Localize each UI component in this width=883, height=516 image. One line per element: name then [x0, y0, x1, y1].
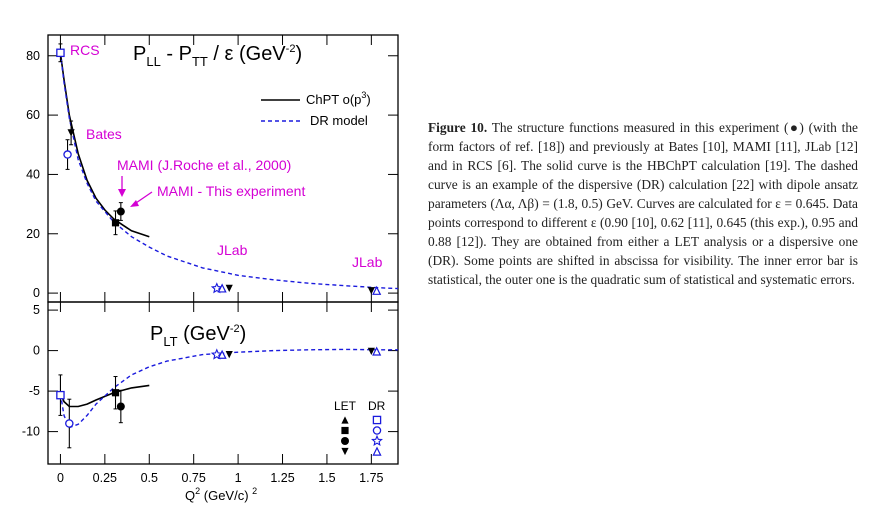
annotation-label: JLab	[217, 242, 248, 258]
key-marker-dr	[372, 436, 381, 445]
key-marker-let	[341, 416, 348, 423]
data-point-rcs	[57, 392, 64, 399]
x-tick-label: 0.5	[140, 471, 158, 485]
data-point-jlab	[226, 351, 233, 358]
annotation-label: MAMI (J.Roche et al., 2000)	[117, 157, 292, 173]
chpt-curve	[60, 385, 149, 406]
x-tick-label: 1.75	[359, 471, 384, 485]
caption-label: Figure 10.	[428, 120, 488, 135]
structure-functions-figure	[0, 0, 420, 516]
bottom-panel-title: $P_{LT}$ (GeV$^{-2}$)	[150, 323, 247, 349]
key-marker-dr	[373, 448, 380, 455]
x-tick-label: 1.25	[270, 471, 295, 485]
key-marker-dr	[373, 416, 380, 423]
data-point-mami-this-experiment	[117, 402, 125, 410]
annotation-label: Bates	[86, 126, 122, 142]
data-point-mami-this-experiment	[117, 208, 125, 216]
x-axis-label: $Q^2$ (GeV/c) $^2$	[185, 486, 258, 503]
key-marker-let	[341, 437, 349, 445]
y-tick-label: -10	[21, 424, 40, 439]
x-tick-label: 0	[56, 471, 64, 485]
marker-key	[334, 399, 386, 455]
annotation-arrowhead	[118, 189, 126, 197]
data-point-bates	[66, 420, 73, 427]
top-annotations	[70, 42, 383, 270]
annotation-label: RCS	[70, 42, 100, 58]
chpt-curve	[60, 53, 149, 237]
top-panel	[26, 35, 398, 302]
y-tick-label: -5	[28, 384, 40, 399]
x-tick-label: 0.25	[92, 471, 118, 485]
caption-text: The structure functions measured in this experiment (●) (with the form factors of ref. [18]) and previously at Bates [10], MAMI [11], JLab [12] and in RCS [6]. The solid curve is the HBChPT calculation [19]. The dashed curve is an example of the dispersive (DR) calculation [22] with dipole ansatz parameters (Λα, Λβ) = (1.8, 0.5) GeV. Curves are calculated for ε = 0.645. Data points correspond to different ε (0.90 [10], 0.62 [11], 0.645 (this exp.), 0.95 and 0.88 [12]). They are obtained from either a LET analysis or a dispersive one (DR). Some points are shifted in abscissa for visibility. The inner error bar is statistical, the outer one is the quadratic sum of statistical and systematic errors.	[428, 120, 858, 287]
y-tick-label: 20	[26, 226, 40, 241]
key-marker-let	[341, 448, 348, 455]
key-header-let: LET	[334, 399, 357, 413]
data-point-mami-j-roche-et-al-2000-	[112, 389, 119, 396]
data-point-mami-j-roche-et-al-2000-	[112, 219, 119, 226]
data-point-jlab	[226, 285, 233, 292]
bottom-panel	[22, 302, 398, 503]
dr-curve	[60, 349, 398, 427]
bottom-points	[57, 348, 380, 448]
annotation-label: JLab	[352, 254, 383, 270]
y-tick-label: 40	[26, 167, 40, 182]
top-panel-title: $P_{LL} - P_{TT}$ / ε (GeV$^{-2}$)	[133, 43, 303, 69]
x-tick-label: 0.75	[181, 471, 206, 485]
key-marker-let	[341, 427, 348, 434]
x-tick-label: 1	[234, 471, 242, 485]
figure-caption	[428, 118, 858, 289]
top-legend	[261, 90, 371, 128]
y-tick-label: 60	[26, 108, 40, 123]
legend-label-dr: DR model	[310, 113, 368, 128]
y-tick-label: 80	[26, 48, 40, 63]
y-tick-label: 5	[33, 303, 40, 318]
data-point-rcs	[57, 49, 64, 56]
annotation-label: MAMI - This experiment	[157, 183, 306, 199]
data-point-bates	[64, 151, 71, 158]
key-marker-dr	[373, 427, 380, 434]
x-tick-label: 1.5	[318, 471, 336, 485]
y-tick-label: 0	[33, 343, 40, 358]
y-tick-label: 0	[33, 286, 40, 301]
legend-label-chpt: ChPT $o(p^3)$	[306, 90, 371, 107]
key-header-dr: DR	[368, 399, 386, 413]
bottom-curves	[60, 349, 398, 427]
